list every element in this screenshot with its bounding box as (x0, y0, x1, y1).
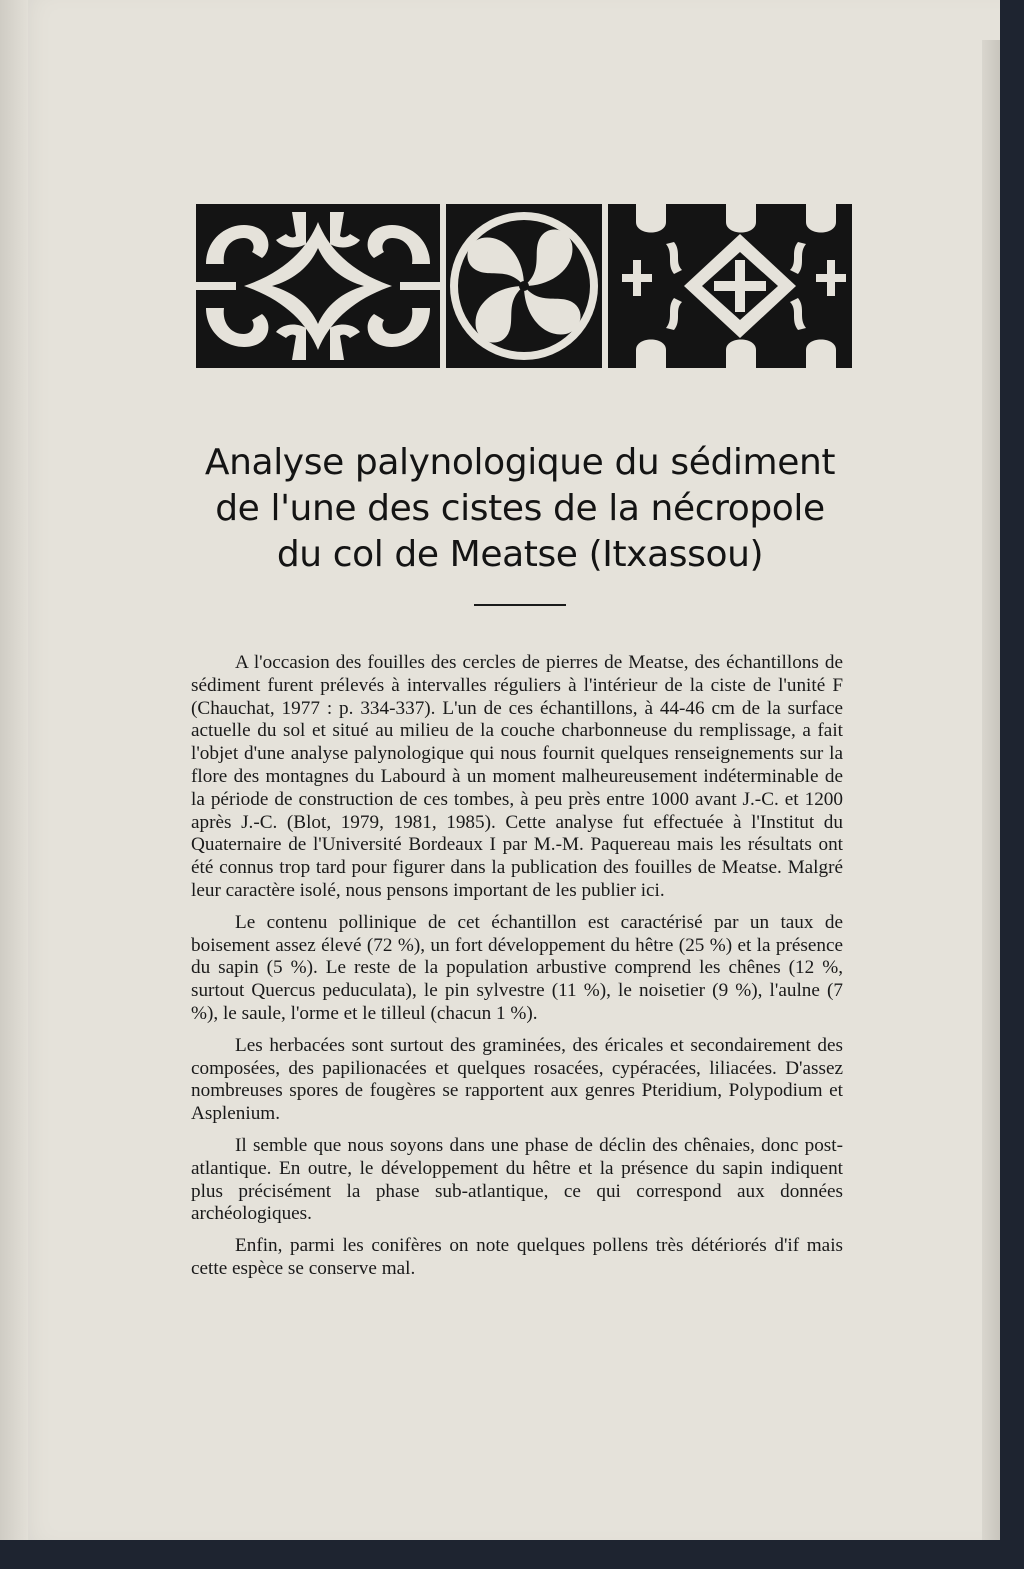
lauburu-cross-icon (446, 204, 602, 368)
paragraph: Il semble que nous soyons dans une phase de déclin des chênaies, donc post-atlantique. En outre, le développement du hêtre et la présence du sapin indiquent plus précisément la phase sub-atlantique, ce qui correspond aux données archéologiques. (191, 1134, 843, 1225)
ornament-right-panel (608, 204, 852, 368)
paragraph: Enfin, parmi les conifères on note quelques pollens très détériorés d'if mais cette espèce se conserve mal. (191, 1235, 843, 1279)
paragraph: A l'occasion des fouilles des cercles de pierres de Meatse, des échantillons de sédiment furent prélevés à intervalles réguliers à l'intérieur de la ciste de l'unité F (Chauchat, 1977 : p. 334-337). L'un de ces échantillons, à 44-46 cm de la surface actuelle du sol et situé au milieu de la couche charbonneuse du remplissage, a fait l'objet d'une analyse palynologique qui nous fournit quelques renseignements sur la flore des montagnes du Labourd à un moment malheureusement indéterminable de la période de construction de ces tombes, à peu près entre 1000 avant J.-C. et 1200 après J.-C. (Blot, 1979, 1981, 1985). Cette analyse fut effectuée à l'Institut du Quaternaire de l'Université Bordeaux I par M.-M. Paquereau mais les résultats ont été connus trop tard pour figurer dans la publication des fouilles de Meatse. Malgré leur caractère isolé, nous pensons important de les publier ici. (191, 652, 843, 901)
article-body (191, 652, 843, 1290)
title-line: du col de Meatse (Itxassou) (276, 534, 764, 575)
binding-edge (0, 0, 28, 1540)
paragraph: Les herbacées sont surtout des graminées, des éricales et secondairement des composées, des papilionacées et quelques rosacées, cypéracées, liliacées. D'assez nombreuses spores de fougères se rapportent aux genres Pteridium, Polypodium et Asplenium. (191, 1034, 843, 1125)
article-title (180, 440, 860, 578)
page-edge (982, 40, 1000, 1540)
ornament-left-panel (196, 204, 440, 368)
title-line: Analyse palynologique du sédiment (204, 442, 836, 483)
title-divider (474, 604, 566, 606)
title-line: de l'une des cistes de la nécropole (215, 488, 825, 529)
paragraph: Le contenu pollinique de cet échantillon est caractérisé par un taux de boisement assez élevé (72 %), un fort développement du hêtre (25 %) et la présence du sapin (5 %). Le reste de la population arbustive comprend les chênes (12 %, surtout Quercus peduculata), le pin sylvestre (11 %), le noisetier (9 %), l'aulne (7 %), le saule, l'orme et le tilleul (chacun 1 %). (191, 911, 843, 1024)
basque-ornament-band (196, 204, 852, 368)
